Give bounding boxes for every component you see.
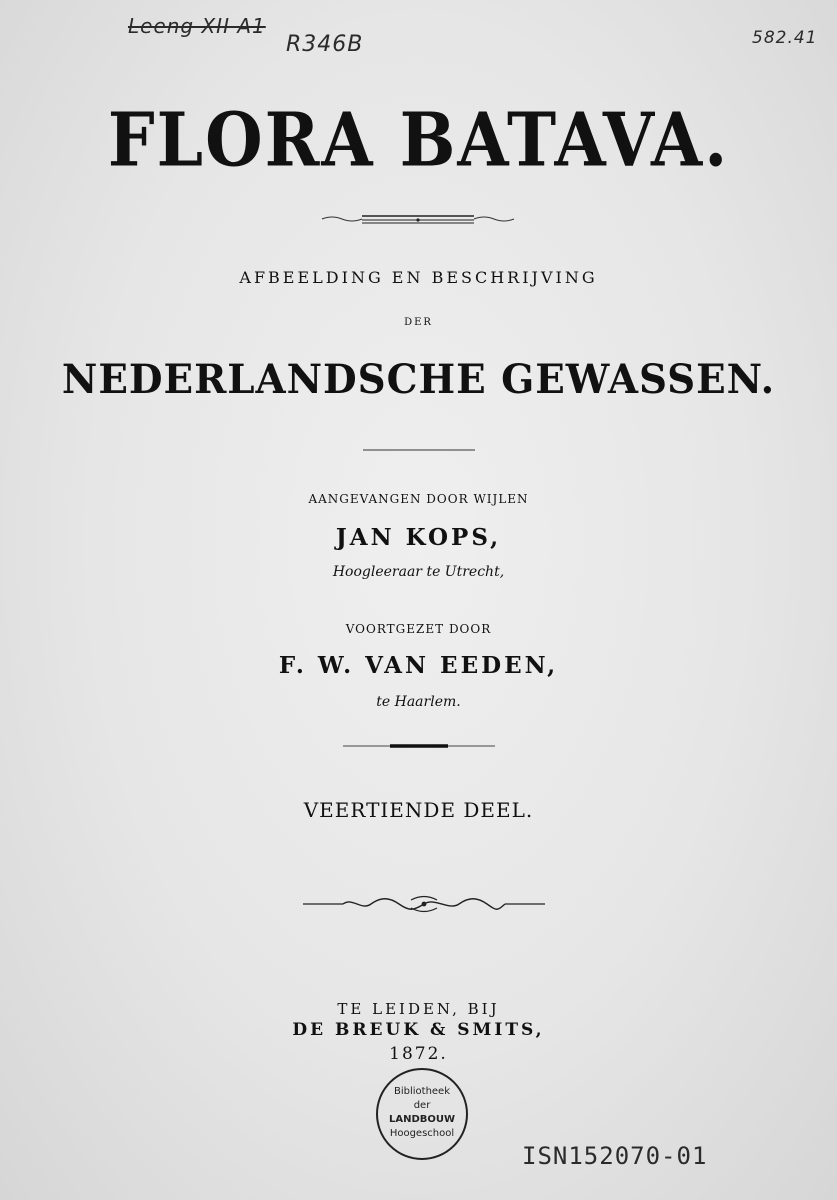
stamp-line-1: Bibliotheek — [393, 1086, 450, 1097]
author-name-secondary: F. W. VAN EEDEN, — [278, 652, 559, 679]
author-affiliation-secondary: te Haarlem. — [376, 694, 461, 710]
library-stamp — [376, 1068, 468, 1160]
flourish-ornament-rule — [303, 894, 545, 914]
stamp-line-2: der — [413, 1100, 431, 1111]
imprint-place: TE LEIDEN, BIJ — [337, 1000, 500, 1018]
corner-number-annotation: 582.41 — [752, 28, 818, 48]
imprint-year: 1872. — [389, 1044, 448, 1064]
subtitle: AFBEELDING EN BESCHRIJVING — [239, 268, 598, 287]
author-name-primary: JAN KOPS, — [335, 524, 502, 551]
struck-shelfmark-annotation: Leeng XII A1 — [128, 14, 266, 38]
author-rule — [343, 742, 495, 750]
continued-by-label: VOORTGEZET DOOR — [345, 622, 492, 636]
shelfmark-annotation: R346B — [286, 32, 364, 57]
begun-by-label: AANGEVANGEN DOOR WIJLEN — [308, 492, 529, 506]
author-affiliation-primary: Hoogleeraar te Utrecht, — [332, 564, 505, 580]
volume-label: VEERTIENDE DEEL. — [303, 798, 534, 822]
section-rule — [363, 448, 475, 452]
stamp-line-4: Hoogeschool — [389, 1128, 455, 1139]
connector-word: DER — [404, 317, 433, 328]
book-title: FLORA BATAVA. — [107, 96, 730, 184]
title-ornament-rule — [318, 210, 518, 228]
imprint-publisher: DE BREUK & SMITS, — [292, 1020, 545, 1040]
main-heading: NEDERLANDSCHE GEWASSEN. — [61, 356, 776, 403]
accession-number-annotation: ISN152070-01 — [522, 1142, 708, 1170]
stamp-line-3: LANDBOUW — [388, 1114, 456, 1125]
